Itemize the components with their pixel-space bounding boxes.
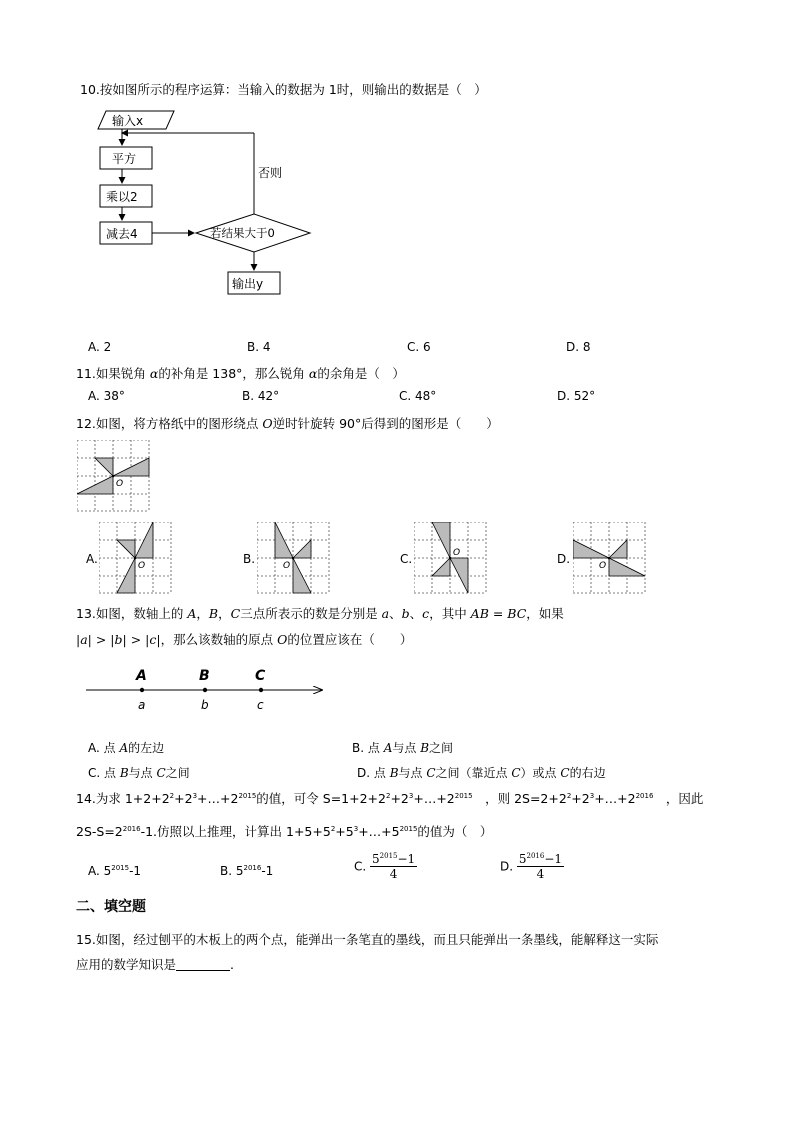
- q11-option-a: A. 38°: [88, 389, 125, 403]
- times2-label: 乘以2: [106, 190, 138, 204]
- q12-stem: 12.如图，将方格纸中的图形绕点 O逆时针旋转 90°后得到的图形是（ ）: [76, 416, 499, 431]
- q13-number-line: [84, 662, 330, 714]
- q13-stem-line2: |a| > |b| > |c|，那么该数轴的原点 O的位置应该在（ ）: [76, 632, 413, 647]
- square-label: 平方: [112, 152, 137, 166]
- q14-option-d: D. $\frac{5^{2016}-1}{4}$: [500, 852, 563, 881]
- q13-option-b: B. 点 A与点 B之间: [352, 741, 454, 755]
- center-label: O: [116, 479, 124, 489]
- label-B: B: [199, 668, 210, 684]
- q12-option-d-figure: [573, 522, 647, 594]
- point-c: [259, 688, 263, 692]
- q12-option-a-label: A.: [86, 552, 98, 566]
- q14-option-c: C. $\frac{5^{2015}-1}{4}$: [354, 852, 416, 881]
- q12-option-b-figure: [257, 522, 331, 594]
- output-label: 输出y: [232, 277, 264, 291]
- q14-stem-line1: 14.为求 $1+2+2^2+2^3+\dots+2^{2015}$的值，可令 $S=1+2+2^2+2^3+\dots+2^{2015}$ ，则 $2S=2+2^2+2^3+\dots+2^{2016}$ ，因此: [76, 791, 704, 806]
- point-b: [203, 688, 207, 692]
- label-c: c: [257, 698, 264, 712]
- q12-original-figure: [77, 440, 151, 512]
- section-title: 二、填空题: [76, 899, 146, 915]
- label-a: a: [138, 698, 146, 712]
- q14-option-a: A. $5^{2015}-1$: [88, 864, 142, 878]
- svg-text:O: O: [283, 561, 291, 571]
- point-a: [140, 688, 144, 692]
- q11-stem: 11.如果锐角 α的补角是 138°，那么锐角 α的余角是（ ）: [76, 366, 405, 381]
- q13-option-d: D. 点 B与点 C之间（靠近点 C）或点 C的右边: [357, 766, 606, 780]
- q14-option-b: B. $5^{2016}-1$: [220, 864, 274, 878]
- q13-option-a: A. 点 A的左边: [88, 741, 165, 755]
- minus4-label: 减去4: [106, 227, 138, 241]
- input-label: 输入x: [112, 114, 144, 128]
- q12-option-c-figure: [414, 522, 488, 594]
- q11-option-d: D. 52°: [557, 389, 596, 403]
- q10-flowchart: [90, 105, 330, 300]
- q13-stem-line1: 13.如图，数轴上的 A，B，C三点所表示的数是分别是 a、b、c，其中 AB = BC，如果: [76, 606, 564, 621]
- q15-stem-line2: 应用的数学知识是 .: [76, 957, 234, 972]
- answer-blank[interactable]: [176, 958, 230, 971]
- q10-option-c: C. 6: [407, 340, 431, 354]
- q12-option-d-label: D.: [557, 552, 571, 566]
- q13-option-c: C. 点 B与点 C之间: [88, 766, 190, 780]
- q11-option-b: B. 42°: [242, 389, 280, 403]
- label-b: b: [201, 698, 209, 712]
- svg-text:O: O: [453, 548, 461, 558]
- q15-stem-line1: 15.如图，经过刨平的木板上的两个点，能弹出一条笔直的墨线，而且只能弹出一条墨线，能解释这一实际: [76, 932, 659, 947]
- condition-label: 若结果大于0: [210, 226, 275, 240]
- q14-stem-line2: $2S-S=2^{2016}-1$.仿照以上推理，计算出 $1+5+5^2+5^3+\dots+5^{2015}$的值为（ ）: [76, 824, 493, 839]
- svg-text:O: O: [138, 561, 146, 571]
- q11-option-c: C. 48°: [399, 389, 437, 403]
- q10-stem: 10.按如图所示的程序运算：当输入的数据为 1时，则输出的数据是（ ）: [80, 82, 487, 97]
- q10-option-a: A. 2: [88, 340, 112, 354]
- label-C: C: [255, 668, 266, 684]
- label-A: A: [136, 668, 147, 684]
- q12-option-c-label: C.: [400, 552, 413, 566]
- else-label: 否则: [258, 166, 283, 180]
- q10-option-b: B. 4: [247, 340, 271, 354]
- q12-option-b-label: B.: [243, 552, 256, 566]
- q10-option-d: D. 8: [566, 340, 591, 354]
- svg-text:O: O: [599, 561, 607, 571]
- q12-option-a-figure: [99, 522, 173, 594]
